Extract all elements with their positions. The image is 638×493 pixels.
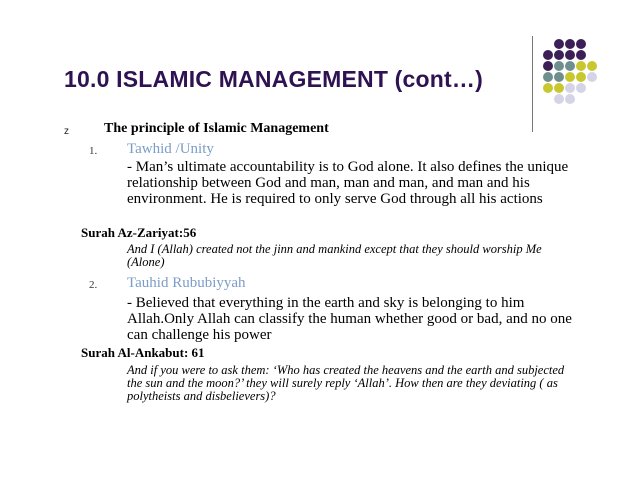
decorative-dot [554, 61, 564, 71]
decorative-dot [576, 39, 586, 49]
item-title-2: Tauhid Rububiyyah [127, 275, 246, 291]
decorative-dot [543, 83, 553, 93]
decorative-dot [565, 72, 575, 82]
decorative-dot [565, 94, 575, 104]
decorative-dot [554, 83, 564, 93]
decorative-dot [565, 83, 575, 93]
decorative-dot [554, 39, 564, 49]
item-number-2: 2. [89, 279, 98, 291]
item-text-2: - Believed that everything in the earth and sky is belonging to him Allah.Only Allah can classify the human whether good or bad, and no one can challenge his power [127, 295, 572, 343]
bullet-icon: z [64, 126, 69, 137]
decorative-dot [587, 61, 597, 71]
decorative-dot [565, 61, 575, 71]
decorative-dot [587, 72, 597, 82]
decorative-dot [554, 50, 564, 60]
decorative-dot [543, 50, 553, 60]
decorative-dot [576, 83, 586, 93]
item-title-1: Tawhid /Unity [127, 141, 214, 157]
item-text-1: - Man’s ultimate accountability is to God alone. It also defines the unique relationship between God and man, man and man, and man and his environment. He is required to only serve God through all his actions [127, 159, 569, 207]
decorative-dot [543, 61, 553, 71]
surah-reference-2: Surah Al-Ankabut: 61 [81, 345, 205, 360]
section-heading: The principle of Islamic Management [104, 121, 329, 136]
item-number-1: 1. [89, 145, 98, 157]
surah-quote-1: And I (Allah) created not the jinn and mankind except that they should worship Me (Alone) [127, 242, 542, 269]
decorative-dot [565, 39, 575, 49]
decorative-dot [576, 72, 586, 82]
decorative-dot [543, 72, 553, 82]
decorative-dot [576, 50, 586, 60]
decorative-dot [554, 72, 564, 82]
decorative-dot [565, 50, 575, 60]
surah-quote-2: And if you were to ask them: ‘Who has created the heavens and the earth and subjected the sun and the moon?’ they will surely reply ‘Allah’. How then are they deviating ( as polytheists and disbelievers)? [127, 363, 565, 403]
surah-reference-1: Surah Az-Zariyat:56 [81, 225, 197, 240]
decorative-divider [532, 36, 533, 132]
slide-title: 10.0 ISLAMIC MANAGEMENT (cont…) [64, 66, 483, 92]
decorative-dot [576, 61, 586, 71]
decorative-dot [554, 94, 564, 104]
